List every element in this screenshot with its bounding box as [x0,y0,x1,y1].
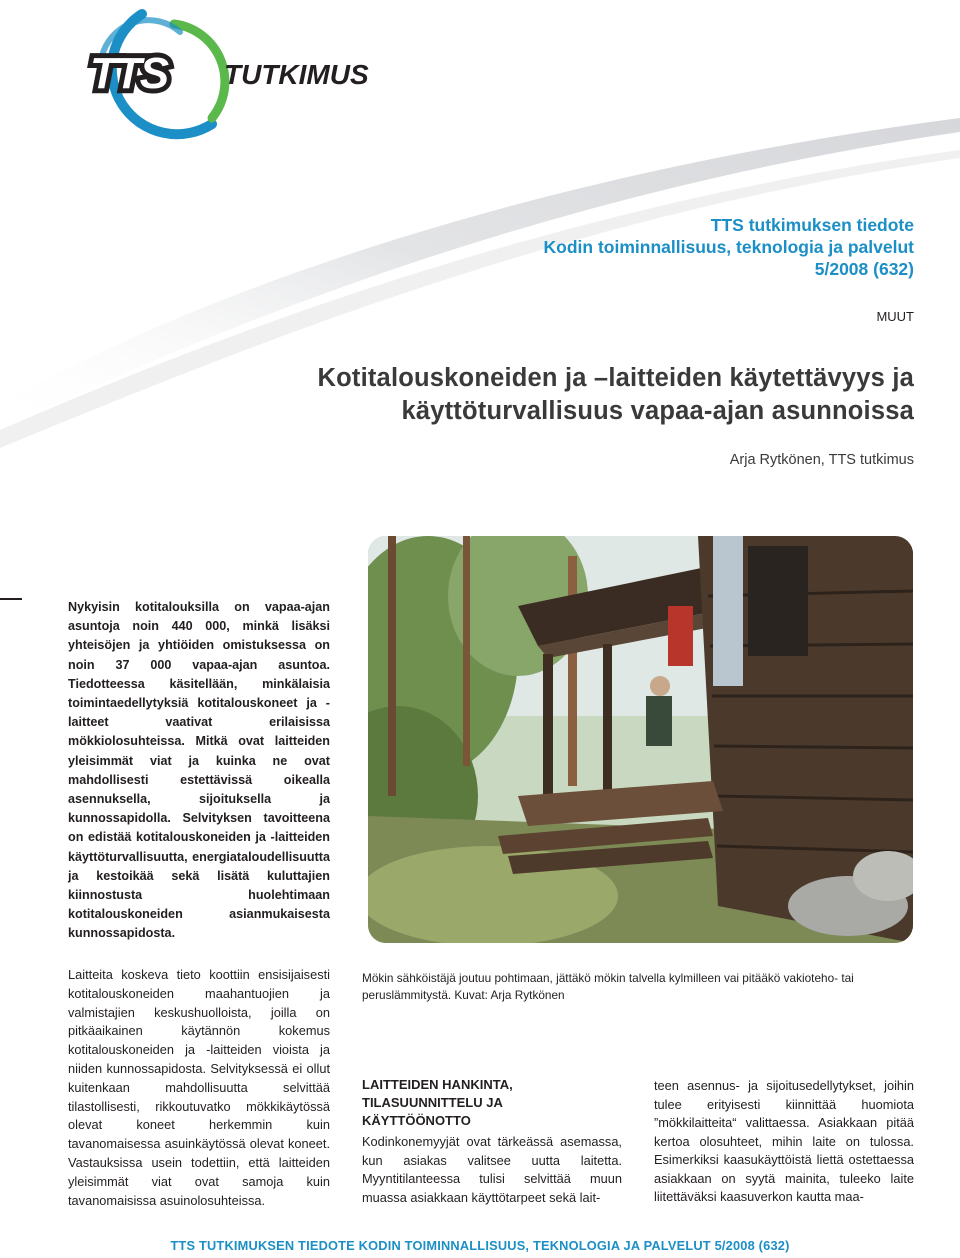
category-label: MUUT [876,309,914,324]
page-title [318,362,915,428]
header-issue: 5/2008 (632) [814,259,914,279]
author-line: Arja Rytkönen, TTS tutkimus [729,452,914,468]
header-series: TTS tutkimuksen tiedote [710,215,914,235]
title-line-1: Kotitalouskoneiden ja –laitteiden käytettävyys ja [317,364,914,392]
cabin-illustration [368,536,913,943]
tts-logo [62,6,422,146]
abstract: Nykyisin kotitalouksilla on vapaa-ajan asuntoja noin 440 000, minkä lisäksi yhteisöjen ja yhtiöiden omistuksessa on noin 37 000 vapaa-ajan asuntoa. Tiedotteessa käsitellään, minkälaisia toimintaedellytyksiä kotitalouskoneet ja -laitteet vaativat erilaisissa mökkiolosuhteissa. Mitkä ovat laitteiden yleisimmät viat ja kuinka ne ovat mahdollisesti estettävissä oikealla asennuksella, sijoituksella ja kunnossapidolla. Selvityksen tavoitteena on edistää kotitalouskoneiden ja -laitteiden käyttöturvallisuutta, energiataloudellisuutta ja kestoikää sekä lisätä kuluttajien kiinnostusta huolehtimaan kotitalouskoneiden asianmukaisesta kunnossapidosta. [68,600,330,941]
body-column-2: Kodinkonemyyjät ovat tärkeässä asemassa, kun asiakas valitsee uutta laitetta. Myyntitilanteessa tulisi selvittää muun muassa asiakkaan käyttötarpeet sekä lait- [362,1134,622,1205]
publication-header [544,214,914,280]
header-topic: Kodin toiminnallisuus, teknologia ja palvelut [543,237,914,257]
logo-word: TUTKIMUS [224,59,369,90]
title-line-2: käyttöturvallisuus vapaa-ajan asunnoissa [401,397,914,425]
section-heading: LAITTEIDEN HANKINTA, TILASUUNNITTELU JA KÄYTTÖÖNOTTO [362,1077,513,1128]
photo-caption: Mökin sähköistäjä joutuu pohtimaan, jättäkö mökin talvella kylmilleen vai pitääkö vakioteho- tai peruslämmitystä. Kuvat: Arja Rytkönen [362,971,854,1002]
body-column-3: teen asennus- ja sijoitusedellytykset, joihin tulee erityisesti kiinnittää huomiota ”mökkilaitteita“ valittaessa. Asiakkaan pitää kertoa olosuhteet, mihin laite on tulossa. Esimerkiksi kaasukäyttöistä liettä ostettaessa asiakkaan on syytä mainita, tuleeko laite liitettäväksi kaasuverkon kautta maa- [654,1078,914,1204]
page-footer: TTS TUTKIMUKSEN TIEDOTE KODIN TOIMINNALLISUUS, TEKNOLOGIA JA PALVELUT 5/2008 (632) [170,1238,790,1253]
margin-mark [0,598,22,600]
logo-mark: TTS [90,49,168,98]
body-column-1: Laitteita koskeva tieto koottiin ensisijaisesti kotitalouskoneiden maahantuojien ja valmistajien keskushuolloista, joilla on pitkäaikainen käytännön kokemus kotitalouskoneiden ja -laitteiden vioista ja niiden kunnossapidosta. Selvityksessä ei ollut kuitenkaan mahdollisuutta selvittää tilastollisesti, rikkoutuvatko mökkikäytössä olevat koneet herkemmin kuin tavanomaisessa asuinkäytössä olevat koneet. Vastauksissa usein todettiin, että laitteiden yleisimmät viat ovat samoja kuin tavanomaisissa asuinolosuhteissa. [68,967,330,1208]
cabin-photo [368,536,913,943]
